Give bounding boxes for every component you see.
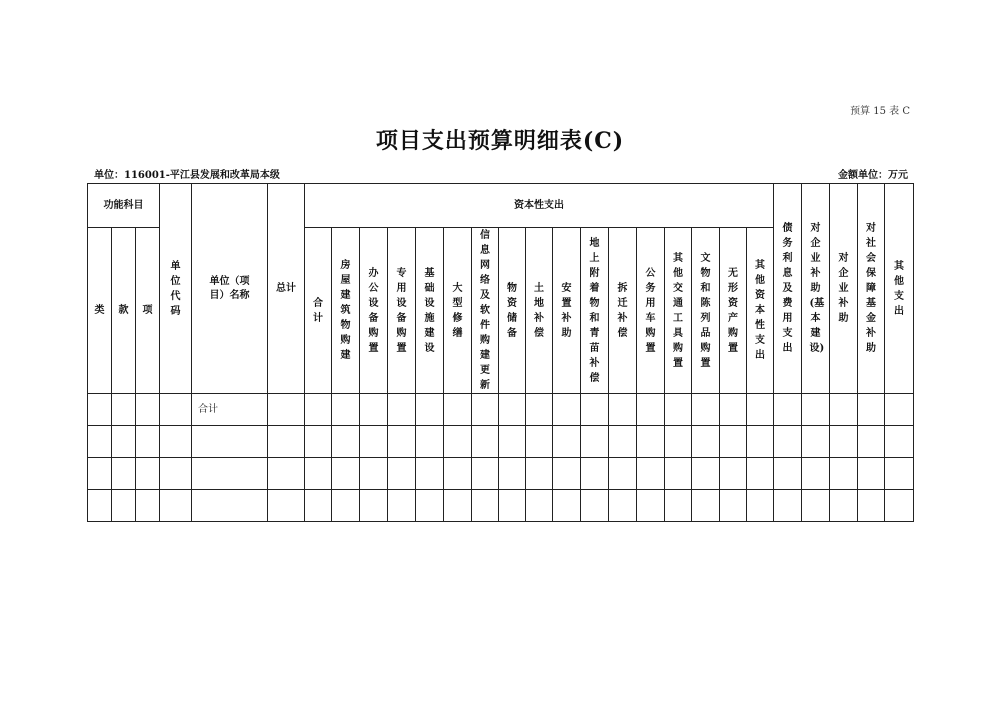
capital-sub-header-3: 专用设备购置 [388,228,416,394]
table-cell [112,458,136,490]
row-name [192,426,268,458]
capital-sub-header-7: 物资储备 [499,228,526,394]
capital-sub-header-1: 房屋建筑物购建 [332,228,360,394]
capital-sub-header-12: 公务用车购置 [637,228,665,394]
capital-sub-header-9: 安置补助 [553,228,581,394]
table-cell [388,394,416,426]
table-cell [581,458,609,490]
table-cell [774,426,802,458]
amount-unit-label: 金额单位：万元 [838,170,908,181]
capital-sub-header-16: 其他资本性支出 [747,228,774,394]
tail-header-3: 对社会保障基金补助 [858,184,885,394]
lei-header: 类 [88,228,112,394]
table-row [88,458,914,490]
table-cell [360,394,388,426]
table-cell [88,490,112,522]
unit-project-name-header: 单位（项目）名称 [192,184,268,394]
table-cell [360,490,388,522]
table-cell [472,394,499,426]
table-cell [499,490,526,522]
table-cell [581,490,609,522]
table-cell [112,490,136,522]
capital-sub-header-5: 大型修缮 [444,228,472,394]
table-cell [332,394,360,426]
table-cell [581,394,609,426]
table-cell [305,426,332,458]
table-cell [499,458,526,490]
unit-code-header: 单位代码 [160,184,192,394]
table-cell [747,458,774,490]
table-cell [136,490,160,522]
table-cell [268,458,305,490]
table-cell [553,394,581,426]
table-cell [526,394,553,426]
capital-sub-header-14: 文物和陈列品购置 [692,228,720,394]
table-cell [637,458,665,490]
row-name [192,458,268,490]
table-cell [609,490,637,522]
table-cell [472,426,499,458]
table-cell [609,458,637,490]
tail-header-1: 对企业补助(基本建设) [802,184,830,394]
table-cell [416,394,444,426]
table-cell [388,458,416,490]
tail-header-4: 其他支出 [885,184,914,394]
table-cell [858,458,885,490]
table-cell [160,394,192,426]
capital-sub-header-10: 地上附着物和青苗补偿 [581,228,609,394]
capital-sub-header-15: 无形资产购置 [720,228,747,394]
table-cell [774,394,802,426]
table-row [88,426,914,458]
capital-expenditure-header: 资本性支出 [305,184,774,228]
table-cell [637,490,665,522]
table-cell [268,394,305,426]
table-cell [332,426,360,458]
table-cell [609,426,637,458]
table-cell [388,426,416,458]
table-cell [885,458,914,490]
page-title: 项目支出预算明细表(C) [375,128,625,154]
table-cell [416,490,444,522]
table-cell [499,426,526,458]
table-cell [472,458,499,490]
row-name [192,490,268,522]
table-cell [136,426,160,458]
table-cell [360,458,388,490]
capital-sub-header-13: 其他交通工具购置 [665,228,692,394]
table-cell [136,458,160,490]
total-header: 总计 [268,184,305,394]
table-cell [665,394,692,426]
capital-sub-header-4: 基础设施建设 [416,228,444,394]
table-cell [609,394,637,426]
table-cell [720,394,747,426]
xiang-header: 项 [136,228,160,394]
kuan-header: 款 [112,228,136,394]
table-cell [553,458,581,490]
table-cell [858,490,885,522]
table-cell [444,490,472,522]
table-cell [332,458,360,490]
table-cell [526,426,553,458]
table-cell [160,426,192,458]
capital-sub-header-8: 土地补偿 [526,228,553,394]
table-cell [802,426,830,458]
table-cell [268,426,305,458]
table-cell [830,394,858,426]
table-cell [774,490,802,522]
table-cell [720,490,747,522]
table-cell [553,490,581,522]
table-cell [885,394,914,426]
budget-table [87,183,914,522]
table-cell [692,426,720,458]
table-cell [830,426,858,458]
table-cell [526,490,553,522]
capital-sub-header-2: 办公设备购置 [360,228,388,394]
table-cell [802,394,830,426]
table-cell [553,426,581,458]
table-cell [802,458,830,490]
table-cell [526,458,553,490]
tail-header-0: 债务利息及费用支出 [774,184,802,394]
table-cell [112,426,136,458]
tail-header-2: 对企业补助 [830,184,858,394]
table-cell [665,426,692,458]
table-cell [416,458,444,490]
table-row [88,490,914,522]
table-cell [747,394,774,426]
table-cell [720,458,747,490]
table-cell [112,394,136,426]
table-cell [472,490,499,522]
table-cell [332,490,360,522]
table-cell [665,458,692,490]
table-cell [444,458,472,490]
table-cell [720,426,747,458]
table-cell [830,490,858,522]
table-row [88,394,914,426]
row-name: 合计 [192,394,268,426]
capital-sub-header-6: 信息网络及软件购建更新 [472,228,499,394]
table-cell [637,394,665,426]
table-cell [830,458,858,490]
unit-label: 单位：116001-平江县发展和改革局本级 [94,170,280,181]
table-cell [88,458,112,490]
table-cell [637,426,665,458]
table-cell [305,394,332,426]
table-cell [88,426,112,458]
table-cell [747,426,774,458]
table-cell [665,490,692,522]
table-cell [802,490,830,522]
form-code: 预算 15 表 C [850,106,910,117]
table-cell [692,394,720,426]
table-cell [160,458,192,490]
table-cell [388,490,416,522]
table-cell [692,490,720,522]
table-cell [499,394,526,426]
table-cell [858,426,885,458]
table-cell [268,490,305,522]
table-cell [88,394,112,426]
table-cell [305,490,332,522]
table-cell [885,426,914,458]
table-cell [416,426,444,458]
table-cell [581,426,609,458]
table-cell [160,490,192,522]
table-cell [360,426,388,458]
table-cell [692,458,720,490]
table-cell [444,426,472,458]
capital-sub-header-0: 合计 [305,228,332,394]
table-cell [858,394,885,426]
table-cell [305,458,332,490]
table-cell [774,458,802,490]
table-cell [136,394,160,426]
table-cell [444,394,472,426]
table-cell [885,490,914,522]
capital-sub-header-11: 拆迁补偿 [609,228,637,394]
function-subject-header: 功能科目 [88,184,160,228]
table-cell [747,490,774,522]
